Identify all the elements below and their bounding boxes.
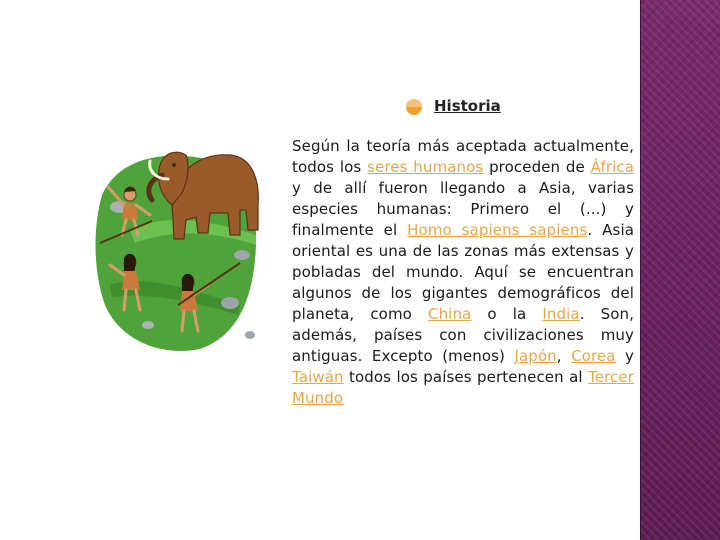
heading-title: Historia [434,97,501,115]
link-japon[interactable]: Japón [514,347,557,365]
cavemen-mammoth-illustration [90,135,260,355]
text-segment: y de allí fueron llegando a Asia, varias especies humanas: Primero el (...) y finalmente el [292,179,634,239]
link-homo-sapiens-sapiens[interactable]: Homo sapiens sapiens [407,221,588,239]
link-corea[interactable]: Corea [571,347,616,365]
text-segment: . Son, además, países con civilizaciones muy antiguas. Excepto (menos) [292,305,634,365]
text-segment: todos los países pertenecen al [343,368,589,386]
text-segment: Según la teoría más aceptada actualmente, todos los [292,137,634,176]
link-taiwan[interactable]: Taiwán [292,368,344,386]
link-india[interactable]: India [542,305,580,323]
text-segment: . Asia oriental es una de las zonas más extensas y pobladas del mundo. Aquí se encuentran algunos de los gigantes demográficos del planeta, como [292,221,634,323]
orange-bullet-icon [404,96,424,116]
text-segment: y [615,347,634,365]
link-tercer-mundo[interactable]: Tercer Mundo [292,368,634,407]
body-paragraph [292,136,634,409]
text-segment: proceden de [483,158,591,176]
link-africa[interactable]: África [590,158,635,176]
text-segment: , [556,347,572,365]
link-china[interactable]: China [428,305,472,323]
side-decorative-band [641,0,720,540]
section-heading [404,94,501,118]
text-segment: o la [471,305,543,323]
link-seres-humanos[interactable]: seres humanos [367,158,484,176]
